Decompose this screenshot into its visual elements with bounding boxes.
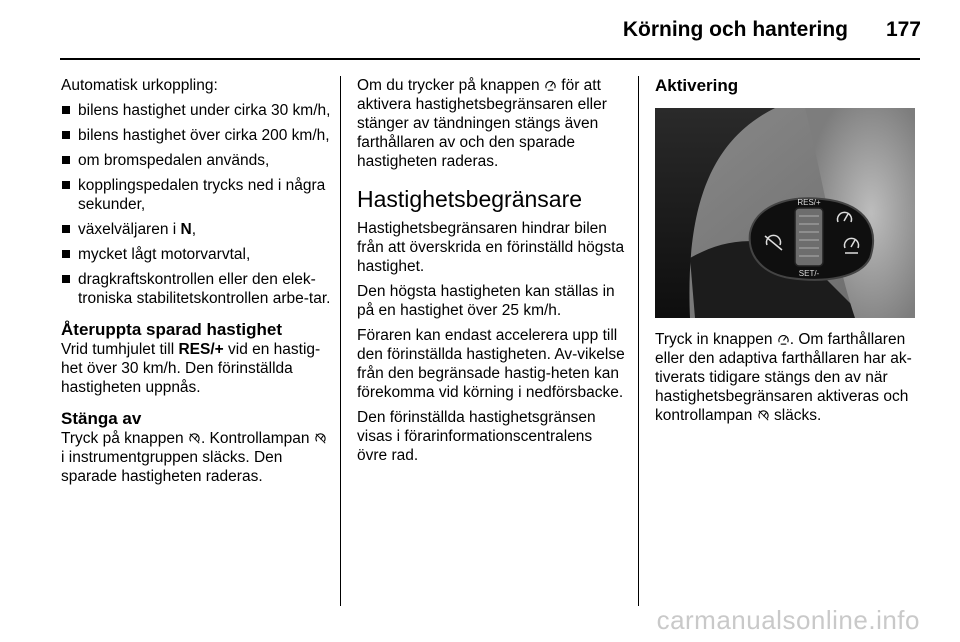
limiter-intro-b: för att aktivera hastighetsbegränsaren eller stänger av tändningen stängs även farthållaren av och den sparade hastigheten raderas. [357, 77, 607, 170]
list-item: dragkraftskontrollen eller den elek-troniska stabilitetskontrollen arbe-tar. [61, 270, 331, 308]
activation-heading: Aktivering [655, 76, 739, 95]
speed-limiter-icon [544, 79, 557, 92]
auto-disengage-list [61, 101, 331, 308]
auto-disengage-intro: Automatisk urkoppling: [61, 77, 218, 94]
resume-text-a: Vrid tumhjulet till [61, 341, 179, 358]
column-divider-1 [340, 76, 341, 606]
off-text [61, 429, 331, 486]
limiter-para-4: Den förinställda hastighetsgränsen visas i förarinformationscentralens övre rad. [357, 409, 596, 464]
column-divider-2 [638, 76, 639, 606]
gear-value: N [180, 221, 192, 238]
list-item: bilens hastighet över cirka 200 km/h, [61, 126, 331, 145]
page-number: 177 [885, 18, 921, 41]
column-1 [61, 76, 331, 492]
off-text-c: i instrumentgruppen släcks. Den sparade hastigheten raderas. [61, 449, 283, 485]
resume-heading: Återuppta sparad hastighet [61, 320, 283, 339]
watermark: carmanualsonline.info [656, 605, 920, 635]
list-item: bilens hastighet under cirka 30 km/h, [61, 101, 331, 120]
steering-wheel-figure [655, 108, 915, 318]
limiter-heading: Hastighetsbegränsare [357, 186, 583, 212]
cruise-off-icon [757, 409, 770, 422]
off-text-a: Tryck på knappen [61, 430, 188, 447]
limiter-intro-text [357, 76, 625, 171]
gear-suffix: , [191, 221, 197, 238]
res-label: RES/+ [797, 198, 821, 207]
cruise-off-icon [188, 432, 201, 445]
column-3 [655, 76, 923, 431]
activation-text-b: . Om farthållaren eller den adaptiva farthållaren har ak-tiverats tidigare stängs den av när hastighetsbegränsaren aktiveras och kontrollampan [655, 331, 912, 424]
activation-text-c: släcks. [769, 407, 822, 424]
list-item: mycket lågt motorvarvtal, [61, 245, 331, 264]
cruise-off-icon [314, 432, 327, 445]
column-2 [357, 76, 625, 471]
off-heading: Stänga av [61, 409, 142, 428]
resume-text [61, 340, 331, 397]
resume-text-b: vid en hastig-het över 30 km/h. Den förinställda hastigheten uppnås. [61, 341, 321, 396]
activation-text [655, 330, 923, 425]
set-label: SET/- [798, 269, 820, 278]
list-item [61, 220, 331, 239]
page-header-title: Körning och hantering [622, 18, 848, 41]
activation-text-a: Tryck in knappen [655, 331, 777, 348]
limiter-para-2: Den högsta hastigheten kan ställas in på en hastighet över 25 km/h. [357, 283, 615, 319]
off-text-b: . Kontrollampan [200, 430, 314, 447]
speed-limiter-icon [777, 333, 790, 346]
list-item: kopplingspedalen trycks ned i några sekunder, [61, 176, 331, 214]
limiter-para-3: Föraren kan endast accelerera upp till den förinställda hastigheten. Av-vikelse från den begränsade hastig-heten kan förekomma vid körning i nedförsbacke. [357, 327, 625, 401]
gear-text: växelväljaren i [78, 221, 181, 238]
resume-button-label: RES/+ [178, 341, 224, 358]
limiter-para-1: Hastighetsbegränsaren hindrar bilen från att överskrida en förinställd högsta hastighet. [357, 220, 625, 275]
list-item: om bromspedalen används, [61, 151, 331, 170]
limiter-intro-a: Om du trycker på knappen [357, 77, 544, 94]
header-rule [60, 58, 920, 60]
